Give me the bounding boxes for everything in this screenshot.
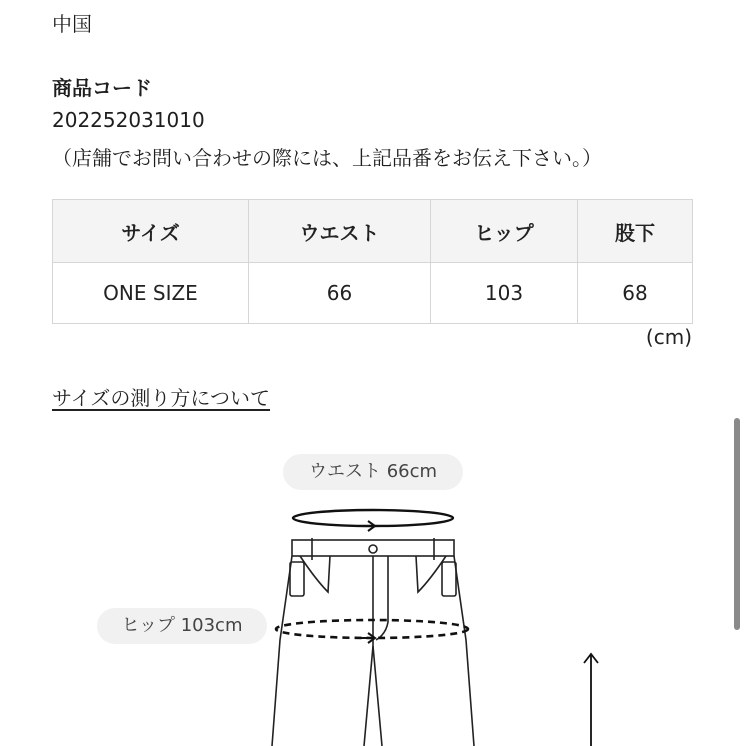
product-code-value: 202252031010 [52, 108, 205, 132]
size-unit: (cm) [645, 325, 692, 349]
pants-coin-pocket-right [442, 562, 456, 596]
waist-measure-label: ウエスト 66cm [283, 454, 463, 490]
scrollbar-thumb[interactable] [734, 418, 740, 630]
table-cell: 66 [249, 263, 431, 324]
product-code-heading: 商品コード [52, 76, 152, 100]
pants-left-outline [272, 556, 292, 746]
pants-inseam-right [373, 646, 382, 746]
origin-value: 中国 [52, 12, 92, 36]
hip-measure-label: ヒップ 103cm [97, 608, 267, 644]
table-cell: ONE SIZE [53, 263, 249, 324]
pants-inseam-left [364, 646, 373, 746]
pants-fly-stitch [376, 556, 388, 640]
column-header: ヒップ [431, 200, 578, 263]
pants-right-outline [454, 556, 474, 746]
size-guide-link[interactable]: サイズの測り方について [52, 386, 270, 410]
table-cell: 103 [431, 263, 578, 324]
product-code-note: （店舗でお問い合わせの際には、上記品番をお伝え下さい。） [52, 146, 602, 170]
column-header: サイズ [53, 200, 249, 263]
column-header: 股下 [578, 200, 693, 263]
table-cell: 68 [578, 263, 693, 324]
pants-button-icon [369, 545, 377, 553]
column-header: ウエスト [249, 200, 431, 263]
pants-coin-pocket-left [290, 562, 304, 596]
